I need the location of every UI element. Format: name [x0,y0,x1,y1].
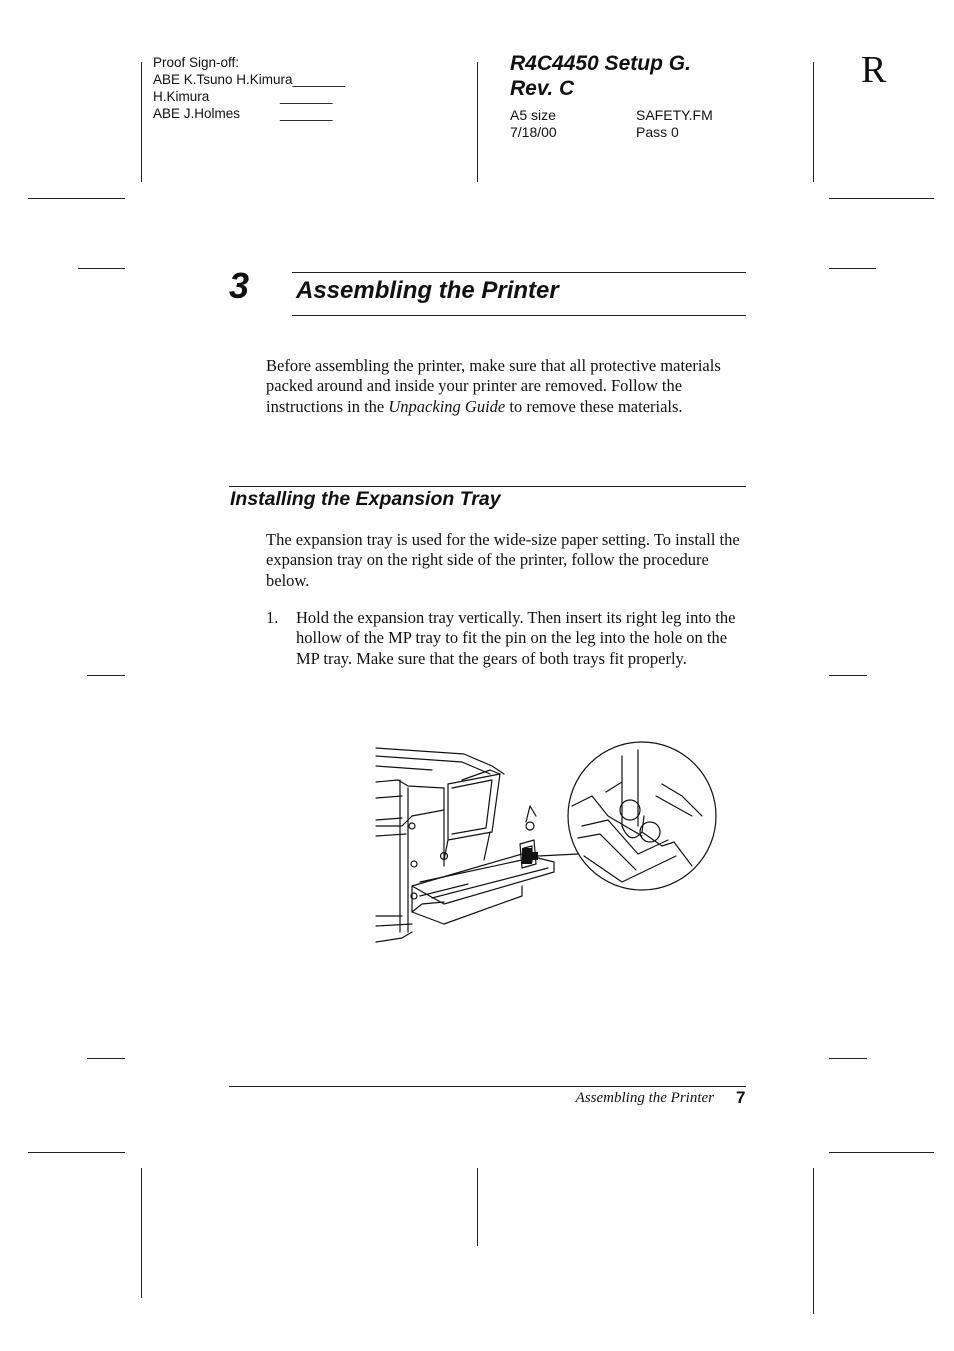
margin-mark-left-3 [87,1058,125,1059]
section-rule [229,486,746,487]
chapter-rule-bottom [292,315,746,316]
crop-mark-top-center-vertical [477,62,478,182]
margin-mark-right-1 [829,268,876,269]
proof-signoff-line-2 [153,88,345,105]
chapter-rule-top [292,272,746,273]
margin-mark-right-3 [829,1058,867,1059]
margin-mark-left-1 [78,268,125,269]
crop-mark-bottom-right-vertical [813,1168,814,1314]
page-number: 7 [736,1088,746,1107]
proof-name: ABE J.Holmes [153,106,241,121]
expansion-tray-illustration [372,736,722,958]
section-paragraph: The expansion tray is used for the wide-size paper setting. To install the expansion tray on the right side of the printer, follow the procedure below. [266,530,740,590]
doc-size: A5 size [510,107,556,123]
crop-mark-bottom-left-horizontal [28,1152,125,1153]
crop-mark-bottom-right-horizontal [829,1152,934,1153]
doc-date: 7/18/00 [510,124,557,140]
crop-mark-top-left-horizontal [28,198,125,199]
proof-signoff-title: Proof Sign-off: [153,55,240,70]
doc-pass: Pass 0 [636,124,679,140]
chapter-title: Assembling the Printer [296,277,559,304]
chapter-number: 3 [229,265,250,306]
proof-signoff-line-1: ABE K.Tsuno H.Kimura_______ [153,72,346,87]
margin-mark-left-2 [87,675,125,676]
crop-mark-bottom-center-vertical [477,1168,478,1246]
document-id-line-1: R4C4450 Setup G. [510,52,691,75]
crop-mark-top-right-vertical [813,62,814,182]
unpacking-guide-reference: Unpacking Guide [388,396,506,416]
crop-mark-top-right-horizontal [829,198,934,199]
intro-paragraph: Before assembling the printer, make sure that all protective materials packed around and inside your printer are removed. Follow the instructions in the Unpacking Guide to remove these materials. [266,356,721,416]
footer-rule [229,1086,746,1087]
margin-mark-right-2 [829,675,867,676]
document-id-line-2: Rev. C [510,77,575,100]
step-text: Hold the expansion tray vertically. Then insert its right leg into the hollow of the MP tray to fit the pin on the leg into the hole on the MP tray. Make sure that the gears of both trays fit properly. [296,608,736,668]
section-title: Installing the Expansion Tray [230,488,501,510]
signature-blank: _______ [280,106,333,121]
running-footer-title: Assembling the Printer [575,1090,714,1106]
document-id [510,51,750,101]
signature-blank: _______ [280,89,333,104]
crop-mark-top-left-vertical [141,62,142,182]
step-number: 1. [266,608,279,627]
proof-signoff-block [153,54,345,122]
crop-mark-bottom-left-vertical [141,1168,142,1298]
doc-file: SAFETY.FM [636,107,713,123]
corner-mark: R [861,49,887,91]
proof-name: H.Kimura [153,89,210,104]
proof-signoff-line-3 [153,105,345,122]
